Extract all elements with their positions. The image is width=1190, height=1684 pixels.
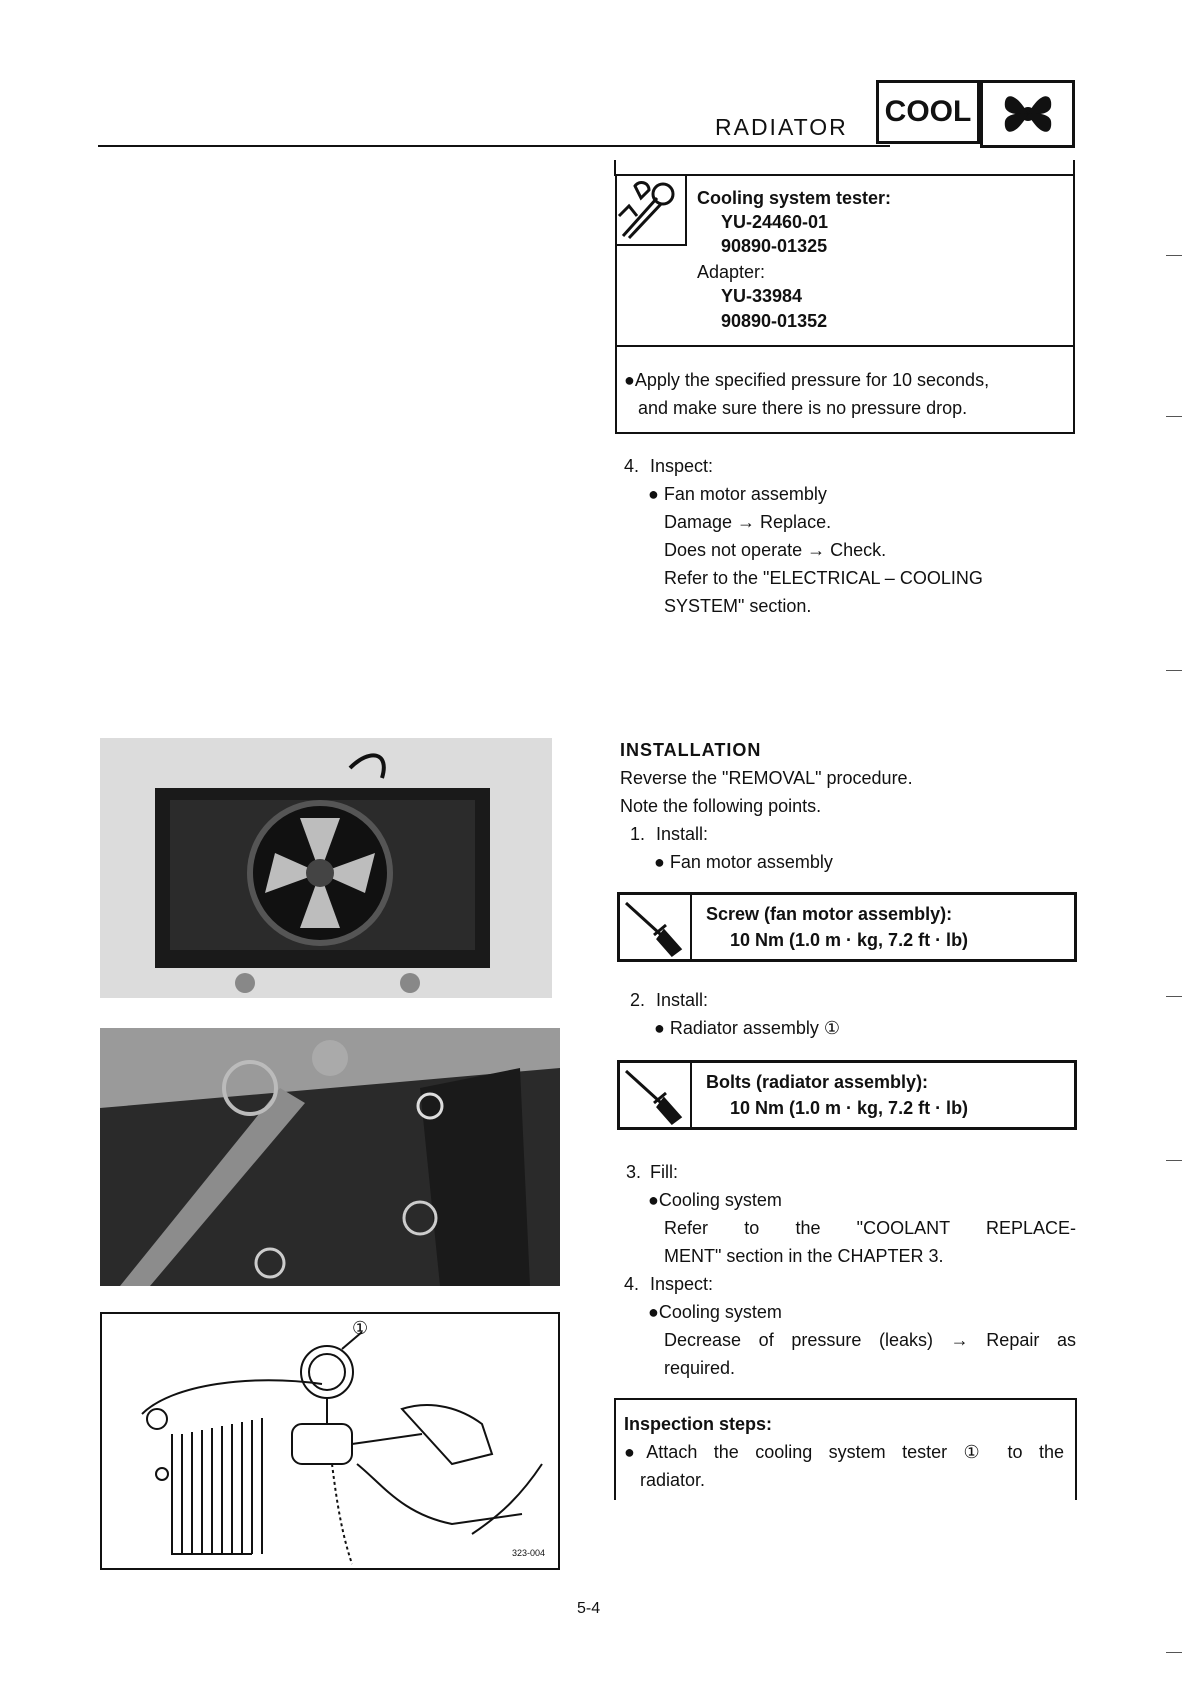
torque1-value: 10 Nm (1.0 m · kg, 7.2 ft · lb) <box>730 930 969 950</box>
margin-mark <box>1166 255 1182 256</box>
torque-box-radiator-bolts <box>617 1060 1077 1130</box>
installation-heading: INSTALLATION <box>620 740 762 760</box>
header-rule <box>98 145 890 147</box>
page-number: 5-4 <box>577 1600 601 1617</box>
inspect-step-title: Inspect: <box>650 456 714 476</box>
step4-number: 4. <box>624 1274 640 1294</box>
inspect-line-2: Does not operate → Check. <box>664 540 887 560</box>
step1-title: Install: <box>656 824 709 844</box>
pressure-note-line-2: and make sure there is no pressure drop. <box>638 398 968 418</box>
step4-line-1: Decrease of pressure (leaks) → Repair as <box>664 1330 1076 1350</box>
inspect-line-4: SYSTEM" section. <box>664 596 812 616</box>
steps-bracket-left <box>614 1398 616 1500</box>
adapter-part-1: YU-33984 <box>721 286 803 306</box>
inspect-item: ● Fan motor assembly <box>648 484 827 504</box>
drawing-callout-1: ① <box>352 1318 369 1338</box>
inspect-step-number: 4. <box>624 456 640 476</box>
steps-bracket-right <box>1075 1398 1077 1500</box>
adapter-label: Adapter: <box>697 262 766 282</box>
inspection-steps-line-2: radiator. <box>640 1470 706 1490</box>
torque-box-fan-screw <box>617 892 1077 962</box>
margin-mark <box>1166 416 1182 417</box>
inspect-line-3: Refer to the "ELECTRICAL – COOLING <box>664 568 983 588</box>
step3-item: ●Cooling system <box>648 1190 782 1210</box>
inspect-line-1: Damage → Replace. <box>664 512 832 532</box>
torque1-label: Screw (fan motor assembly): <box>706 904 953 924</box>
inspection-steps-heading: Inspection steps: <box>624 1414 773 1434</box>
radiator-installed-photo <box>100 1028 560 1286</box>
step2-number: 2. <box>630 990 646 1010</box>
chapter-tag: COOL <box>876 80 980 144</box>
torque-wrench-icon <box>620 1063 692 1127</box>
torque-wrench-icon <box>620 895 692 959</box>
step4-title: Inspect: <box>650 1274 714 1294</box>
section-title: RADIATOR <box>715 114 848 140</box>
wrench-tool-icon <box>615 176 687 246</box>
tester-label: Cooling system tester: <box>697 188 892 208</box>
step3-line-2: MENT" section in the CHAPTER 3. <box>664 1246 944 1266</box>
step2-title: Install: <box>656 990 709 1010</box>
margin-mark <box>1166 1160 1182 1161</box>
cooling-tester-drawing <box>100 1312 560 1570</box>
inspection-steps-line-1: ●Attach the cooling system tester ① to the <box>624 1442 1064 1462</box>
step3-number: 3. <box>626 1162 642 1182</box>
tester-part-1: YU-24460-01 <box>721 212 829 232</box>
torque2-label: Bolts (radiator assembly): <box>706 1072 929 1092</box>
margin-mark <box>1166 996 1182 997</box>
installation-line-2: Note the following points. <box>620 796 822 816</box>
step4-line-2: required. <box>664 1358 736 1378</box>
step4-item: ●Cooling system <box>648 1302 782 1322</box>
drawing-code: 323-004 <box>512 1548 546 1558</box>
steps-bracket-top <box>614 1398 1077 1400</box>
step3-line-1: Refer to the "COOLANT REPLACE- <box>664 1218 1076 1238</box>
step1-item: ● Fan motor assembly <box>654 852 833 872</box>
fan-icon <box>980 80 1075 148</box>
step3-title: Fill: <box>650 1162 678 1182</box>
margin-mark <box>1166 670 1182 671</box>
installation-line-1: Reverse the "REMOVAL" procedure. <box>620 768 913 788</box>
pressure-note-line-1: ●Apply the specified pressure for 10 seconds, <box>624 370 990 390</box>
torque2-value: 10 Nm (1.0 m · kg, 7.2 ft · lb) <box>730 1098 969 1118</box>
margin-mark <box>1166 1652 1182 1653</box>
tool-box-divider <box>615 345 1075 347</box>
step2-item: ● Radiator assembly ① <box>654 1018 841 1038</box>
radiator-fan-photo <box>100 738 552 998</box>
step1-number: 1. <box>630 824 646 844</box>
tester-part-2: 90890-01325 <box>721 236 828 256</box>
adapter-part-2: 90890-01352 <box>721 311 828 331</box>
